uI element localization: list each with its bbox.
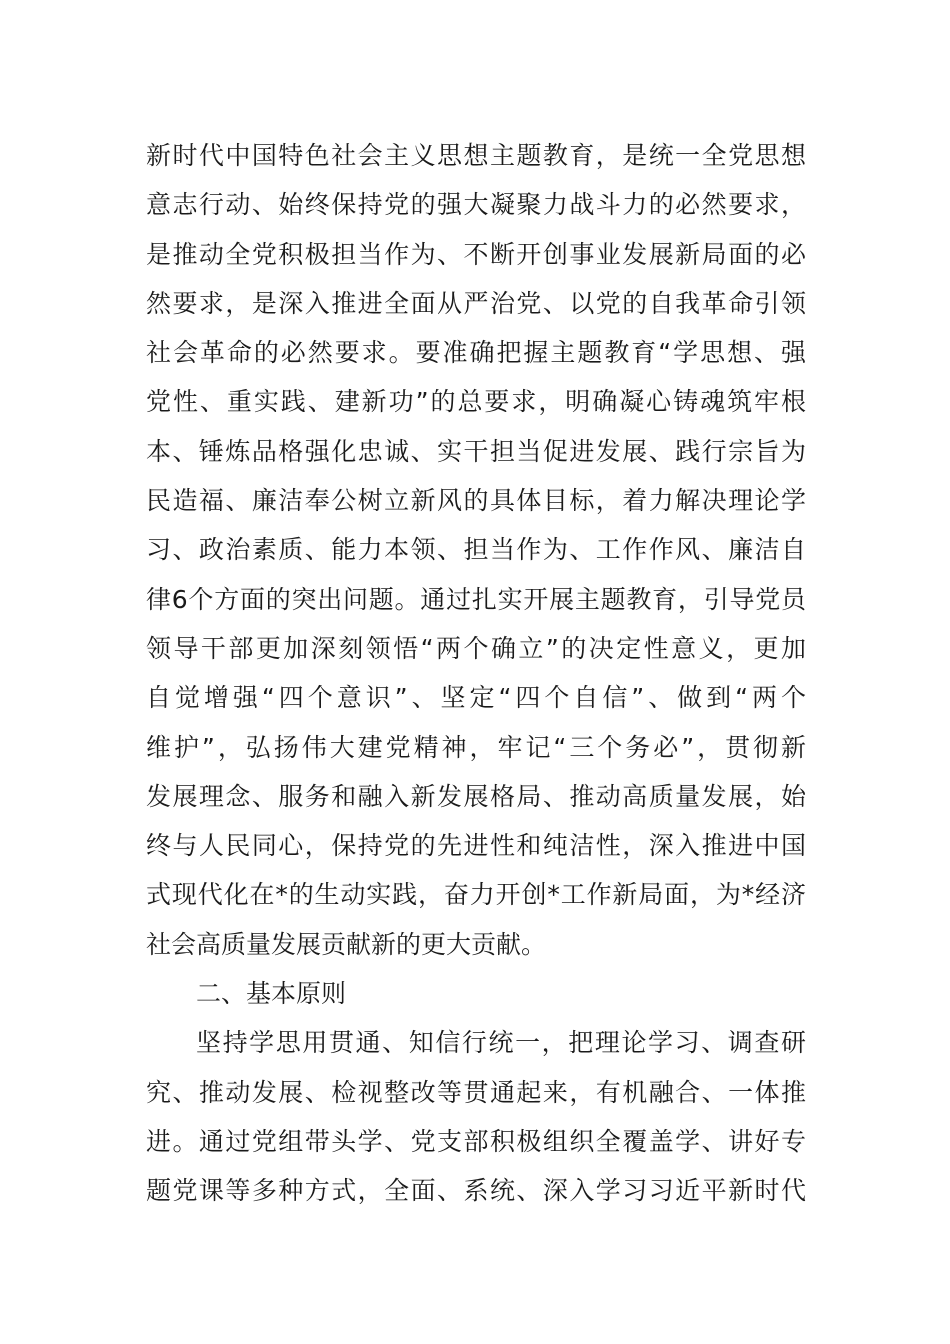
text-line: 是推动全党积极担当作为、不断开创事业发展新局面的必 [146,239,806,269]
text-line: 题党课等多种方式，全面、系统、深入学习习近平新时代 [146,1176,806,1206]
text-line: 发展理念、服务和融入新发展格局、推动高质量发展，始 [146,781,806,811]
text-line: 本、锤炼品格强化忠诚、实干担当促进发展、践行宗旨为 [146,436,806,466]
text-line: 自觉增强“四个意识”、坚定“四个自信”、做到“两个 [146,683,806,713]
text-line: 民造福、廉洁奉公树立新风的具体目标，着力解决理论学 [146,486,806,516]
text-line: 领导干部更加深刻领悟“两个确立”的决定性意义，更加 [146,633,806,663]
section-heading: 二、基本原则 [196,979,347,1009]
text-line: 新时代中国特色社会主义思想主题教育，是统一全党思想 [146,141,806,170]
text-line: 社会高质量发展贡献新的更大贡献。 [146,929,547,959]
text-line: 律6个方面的突出问题。通过扎实开展主题教育，引导党员 [146,584,806,614]
text-line: 然要求，是深入推进全面从严治党、以党的自我革命引领 [146,288,806,318]
text-line: 进。通过党组带头学、党支部积极组织全覆盖学、讲好专 [146,1126,806,1156]
text-line: 维护”，弘扬伟大建党精神，牢记“三个务必”，贯彻新 [146,732,806,762]
text-line: 意志行动、始终保持党的强大凝聚力战斗力的必然要求， [146,190,806,220]
text-line: 终与人民同心，保持党的先进性和纯洁性，深入推进中国 [146,831,806,861]
text-line: 社会革命的必然要求。要准确把握主题教育“学思想、强 [146,338,806,368]
text-line: 坚持学思用贯通、知信行统一，把理论学习、调查研 [196,1028,806,1058]
text-line: 习、政治素质、能力本领、担当作为、工作作风、廉洁自 [146,535,806,565]
text-line: 究、推动发展、检视整改等贯通起来，有机融合、一体推 [146,1077,806,1107]
document-body [146,131,806,1216]
text-line: 式现代化在*的生动实践，奋力开创*工作新局面，为*经济 [146,880,806,910]
text-line: 党性、重实践、建新功”的总要求，明确凝心铸魂筑牢根 [146,387,806,417]
